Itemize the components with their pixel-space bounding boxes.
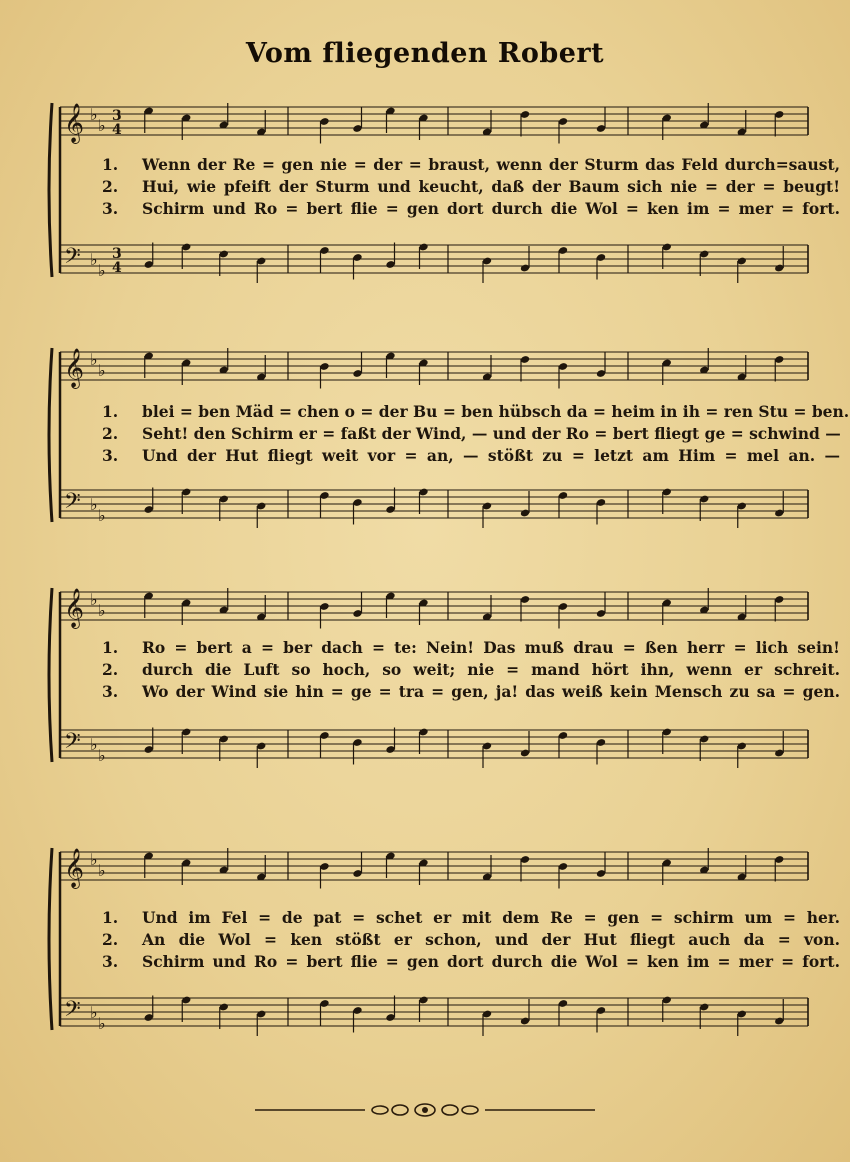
verse-text: durch die Luft so hoch, so weit; nie = mand hört ihn, wenn er schreit. (142, 660, 840, 679)
svg-text:♭: ♭ (90, 735, 98, 754)
verse-text: Und der Hut fliegt weit vor = an, — stößt zu = letzt am Him = mel an. — (142, 446, 840, 465)
verse-text: Schirm und Ro = bert flie = gen dort durch die Wol = ken im = mer = fort. (142, 199, 840, 218)
verse-1-line (100, 402, 850, 424)
svg-text:♭: ♭ (98, 506, 106, 525)
svg-text:𝄢: 𝄢 (64, 729, 81, 759)
verse-number: 3. (102, 446, 119, 465)
svg-text:4: 4 (112, 122, 122, 138)
verse-number: 1. (102, 155, 119, 174)
svg-text:𝄢: 𝄢 (64, 244, 81, 274)
svg-text:♭: ♭ (98, 861, 106, 880)
verse-2-line (100, 660, 840, 682)
verse-number: 2. (102, 424, 119, 443)
verse-number: 3. (102, 952, 119, 971)
music-system-3 (38, 580, 840, 780)
svg-text:♭: ♭ (98, 361, 106, 380)
music-system-1 (38, 95, 840, 295)
svg-text:♭: ♭ (90, 250, 98, 269)
svg-text:♭: ♭ (98, 1014, 106, 1033)
verse-2-line (100, 177, 840, 199)
verse-text: Seht! den Schirm er = faßt der Wind, — und der Ro = bert fliegt ge = schwind — (142, 424, 841, 443)
closing-ornament (255, 1100, 595, 1120)
verse-number: 1. (102, 638, 119, 657)
verse-text: An die Wol = ken stößt er schon, und der Hut fliegt auch da = von. (142, 930, 840, 949)
svg-text:𝄢: 𝄢 (64, 997, 81, 1027)
verse-text: Wenn der Re = gen nie = der = braust, wenn der Sturm das Feld durch=saust, (142, 155, 840, 174)
verse-number: 1. (102, 402, 119, 421)
verse-3-line (100, 446, 840, 468)
svg-text:♭: ♭ (90, 350, 98, 369)
verse-1-line (100, 638, 840, 660)
svg-text:♭: ♭ (90, 495, 98, 514)
svg-text:♭: ♭ (98, 261, 106, 280)
svg-text:𝄞: 𝄞 (64, 588, 85, 628)
svg-text:♭: ♭ (90, 1003, 98, 1022)
verse-2-line (100, 424, 840, 446)
verse-text: Ro = bert a = ber dach = te: Nein! Das muß drau = ßen herr = lich sein! (142, 638, 840, 657)
verse-3-line (100, 952, 840, 974)
svg-text:4: 4 (112, 260, 122, 276)
svg-text:♭: ♭ (90, 105, 98, 124)
svg-text:♭: ♭ (98, 116, 106, 135)
svg-text:♭: ♭ (90, 850, 98, 869)
verse-1-line (100, 908, 840, 930)
verse-text: Wo der Wind sie hin = ge = tra = gen, ja! das weiß kein Mensch zu sa = gen. (142, 682, 840, 701)
verse-number: 2. (102, 660, 119, 679)
verse-1-line (100, 155, 840, 177)
verse-number: 2. (102, 930, 119, 949)
verse-text: Und im Fel = de pat = schet er mit dem Re = gen = schirm um = her. (142, 908, 840, 927)
svg-text:𝄢: 𝄢 (64, 489, 81, 519)
verse-2-line (100, 930, 840, 952)
verse-number: 1. (102, 908, 119, 927)
music-system-4 (38, 840, 840, 1055)
verse-text: Schirm und Ro = bert flie = gen dort durch die Wol = ken im = mer = fort. (142, 952, 840, 971)
svg-text:𝄞: 𝄞 (64, 848, 85, 888)
verse-number: 2. (102, 177, 119, 196)
song-title: Vom fliegenden Robert (245, 38, 605, 69)
svg-text:♭: ♭ (98, 601, 106, 620)
svg-text:𝄞: 𝄞 (64, 348, 85, 388)
music-system-2 (38, 340, 850, 540)
verse-3-line (100, 199, 840, 221)
verse-number: 3. (102, 199, 119, 218)
svg-text:3: 3 (112, 246, 122, 262)
svg-text:3: 3 (112, 108, 122, 124)
verse-text: blei = ben Mäd = chen o = der Bu = ben hübsch da = heim in ih = ren Stu = ben. (142, 402, 850, 421)
verse-3-line (100, 682, 840, 704)
verse-number: 3. (102, 682, 119, 701)
svg-text:♭: ♭ (90, 590, 98, 609)
svg-text:♭: ♭ (98, 746, 106, 765)
svg-text:𝄞: 𝄞 (64, 103, 85, 143)
verse-text: Hui, wie pfeift der Sturm und keucht, daß der Baum sich nie = der = beugt! (142, 177, 840, 196)
